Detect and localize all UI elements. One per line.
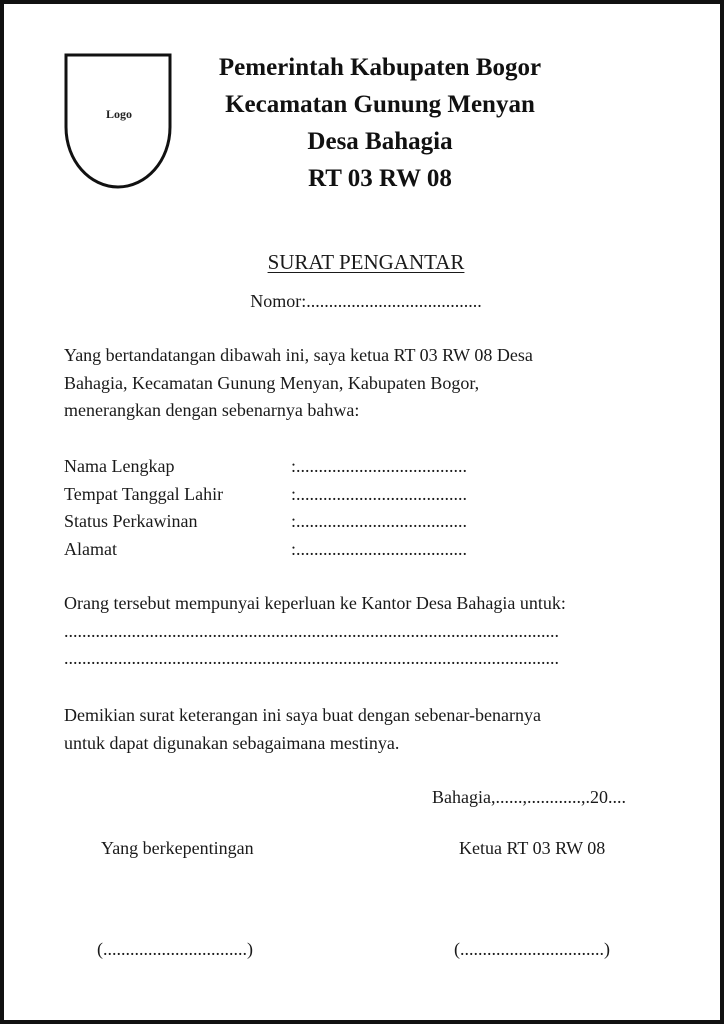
purpose-blank-line: .............................................................................................................. [64, 620, 559, 641]
document-title [4, 248, 724, 276]
field-label: Alamat [64, 538, 117, 559]
field-marital-status [64, 508, 467, 536]
intro-line: menerangkan dengan sebenarnya bahwa: [64, 400, 360, 420]
intro-line: Bahagia, Kecamatan Gunung Menyan, Kabupaten Bogor, [64, 372, 480, 393]
place-date-line: Bahagia,......,............,.20.... [432, 787, 626, 807]
closing-paragraph [64, 702, 541, 757]
logo-label: Logo [105, 107, 132, 121]
rt-head-signature-title: Ketua RT 03 RW 08 [459, 838, 606, 858]
letter-number: Nomor:....................................... [250, 291, 482, 311]
letterhead [194, 49, 566, 197]
field-full-name [64, 453, 467, 481]
field-label: Tempat Tanggal Lahir [64, 483, 224, 504]
rt-head-signature-name: (................................) [454, 939, 610, 959]
field-blank: :...................................... [291, 511, 468, 531]
intro-paragraph [64, 342, 533, 425]
field-blank: :...................................... [291, 483, 468, 504]
intro-line: Yang bertandatangan dibawah ini, saya ketua RT 03 RW 08 Desa [64, 345, 533, 365]
purpose-text: Orang tersebut mempunyai keperluan ke Kantor Desa Bahagia untuk: [64, 593, 566, 613]
logo-placeholder [64, 53, 174, 189]
purpose-blank-line: .............................................................................................................. [64, 648, 559, 668]
letterhead-village: Desa Bahagia [307, 128, 453, 155]
document-title-text: SURAT PENGANTAR [267, 250, 465, 274]
letterhead-regency: Pemerintah Kabupaten Bogor [218, 54, 542, 81]
field-blank: :...................................... [291, 456, 468, 476]
closing-line: untuk dapat digunakan sebagaimana mestinya. [64, 732, 400, 753]
field-address [64, 536, 467, 564]
field-blank: :...................................... [291, 538, 468, 559]
identity-fields [64, 453, 467, 563]
applicant-signature-title: Yang berkepentingan [101, 838, 254, 858]
letterhead-district: Kecamatan Gunung Menyan [225, 91, 535, 118]
closing-line: Demikian surat keterangan ini saya buat dengan sebenar-benarnya [64, 705, 541, 725]
letterhead-rt-rw: RT 03 RW 08 [308, 165, 452, 192]
field-birth-place-date [64, 481, 467, 509]
applicant-signature-name: (................................) [97, 939, 253, 959]
field-label: Status Perkawinan [64, 511, 198, 531]
purpose-section [64, 590, 566, 673]
field-label: Nama Lengkap [64, 456, 175, 476]
